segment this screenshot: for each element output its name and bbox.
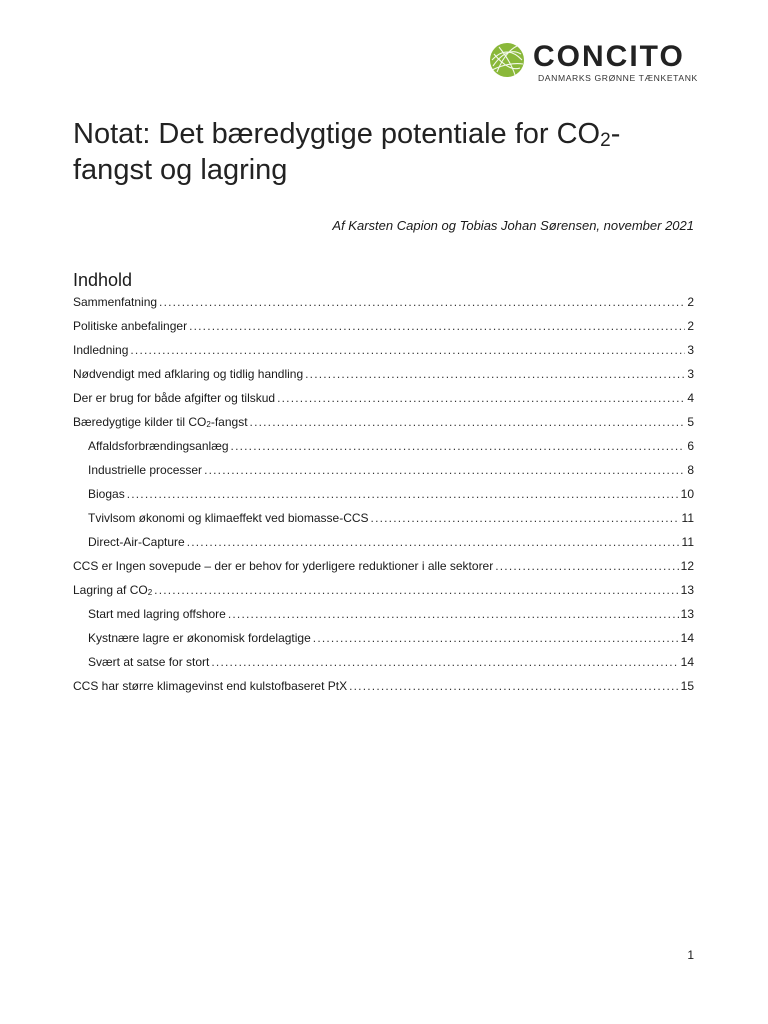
toc-entry-page: 3	[687, 367, 694, 381]
toc-leader-dots	[127, 486, 679, 502]
concito-logo	[489, 40, 699, 88]
toc-leader-dots	[495, 558, 678, 574]
toc-entry-ccs-sovepude[interactable]	[73, 558, 694, 574]
toc-leader-dots	[277, 390, 685, 406]
toc-entry-page: 2	[687, 319, 694, 333]
toc-entry-sammenfatning[interactable]	[73, 294, 694, 310]
toc-entry-title: Svært at satse for stort	[88, 655, 210, 669]
concito-leaf-icon	[489, 42, 525, 78]
toc-entry-satse-stort[interactable]	[88, 654, 694, 670]
toc-leader-dots	[371, 510, 680, 526]
toc-heading: Indhold	[73, 270, 133, 290]
toc-entry-page: 2	[687, 295, 694, 309]
toc-entry-page: 3	[687, 343, 694, 357]
toc-leader-dots	[305, 366, 685, 382]
toc-leader-dots	[189, 318, 685, 334]
toc-leader-dots	[250, 414, 686, 430]
toc-leader-dots	[159, 294, 685, 310]
toc-entry-biomasse-ccs[interactable]	[88, 510, 694, 526]
toc-entry-title: Start med lagring offshore	[88, 607, 226, 621]
title-text-pre: Notat: Det bæredygtige potentiale for CO	[73, 118, 601, 150]
toc-entry-title: Nødvendigt med afklaring og tidlig handling	[73, 367, 304, 381]
toc-entry-page: 4	[687, 391, 694, 405]
toc-leader-dots	[130, 342, 685, 358]
toc-entry-indledning[interactable]	[73, 342, 694, 358]
toc-entry-page: 5	[687, 415, 694, 429]
toc-entry-lagring[interactable]	[73, 582, 694, 598]
logo-subtitle: DANMARKS GRØNNE TÆNKETANK	[538, 73, 698, 83]
toc-entry-title: Kystnære lagre er økonomisk fordelagtige	[88, 631, 311, 645]
toc-entry-title: CCS har større klimagevinst end kulstofbaseret PtX	[73, 679, 348, 693]
title-subscript: 2	[600, 130, 611, 151]
toc-entry-title: Indledning	[73, 343, 129, 357]
toc-entry-title: Bæredygtige kilder til $CO_2$-fangst	[73, 415, 248, 429]
toc-entry-page: 15	[680, 679, 694, 693]
toc-entry-afgifter-tilskud[interactable]	[73, 390, 694, 406]
toc-entry-title: Der er brug for både afgifter og tilskud	[73, 391, 276, 405]
toc-entry-baeredygtige-kilder[interactable]	[73, 414, 694, 430]
toc-leader-dots	[154, 582, 678, 598]
toc-entry-page: 13	[680, 607, 694, 621]
toc-entry-page: 6	[687, 439, 694, 453]
toc-entry-page: 8	[687, 463, 694, 477]
toc-leader-dots	[228, 606, 679, 622]
toc-entry-title: Direct-Air-Capture	[88, 535, 185, 549]
toc-entry-biogas[interactable]	[88, 486, 694, 502]
toc-entry-title: CCS er Ingen sovepude – der er behov for yderligere reduktioner i alle sektorer	[73, 559, 494, 573]
toc-entry-title: Politiske anbefalinger	[73, 319, 188, 333]
toc-entry-kystnaere-lagre[interactable]	[88, 630, 694, 646]
toc-entry-lagring-offshore[interactable]	[88, 606, 694, 622]
page-number: 1	[687, 948, 694, 962]
toc-entry-direct-air-capture[interactable]	[88, 534, 694, 550]
toc-leader-dots	[231, 438, 686, 454]
toc-entry-ccs-ptx[interactable]	[73, 678, 694, 694]
toc-entry-title: Industrielle processer	[88, 463, 203, 477]
toc-leader-dots	[313, 630, 679, 646]
document-title	[73, 116, 693, 188]
toc-entry-afklaring[interactable]	[73, 366, 694, 382]
toc-entry-title: Biogas	[88, 487, 125, 501]
toc-entry-page: 12	[680, 559, 694, 573]
toc-entry-page: 11	[681, 535, 694, 549]
toc-leader-dots	[211, 654, 678, 670]
toc-entry-page: 14	[680, 655, 694, 669]
toc-entry-title: Lagring af $CO_2$	[73, 583, 153, 597]
author-byline: Af Karsten Capion og Tobias Johan Sørensen, november 2021	[332, 218, 694, 233]
title-text-post: -fangst og lagring	[73, 118, 621, 186]
toc-entry-title: Affaldsforbrændingsanlæg	[88, 439, 229, 453]
toc-entry-title: Sammenfatning	[73, 295, 158, 309]
logo-wordmark: CONCITO	[533, 40, 685, 73]
toc-entry-page: 13	[680, 583, 694, 597]
toc-entry-affaldsforbraending[interactable]	[88, 438, 694, 454]
toc-entry-page: 10	[680, 487, 694, 501]
toc-leader-dots	[349, 678, 679, 694]
toc-entry-politiske-anbefalinger[interactable]	[73, 318, 694, 334]
toc-entry-page: 14	[680, 631, 694, 645]
toc-leader-dots	[187, 534, 680, 550]
toc-entry-title: Tvivlsom økonomi og klimaeffekt ved biomasse-CCS	[88, 511, 369, 525]
toc-leader-dots	[204, 462, 685, 478]
toc-entry-page: 11	[681, 511, 694, 525]
toc-entry-industrielle-processer[interactable]	[88, 462, 694, 478]
